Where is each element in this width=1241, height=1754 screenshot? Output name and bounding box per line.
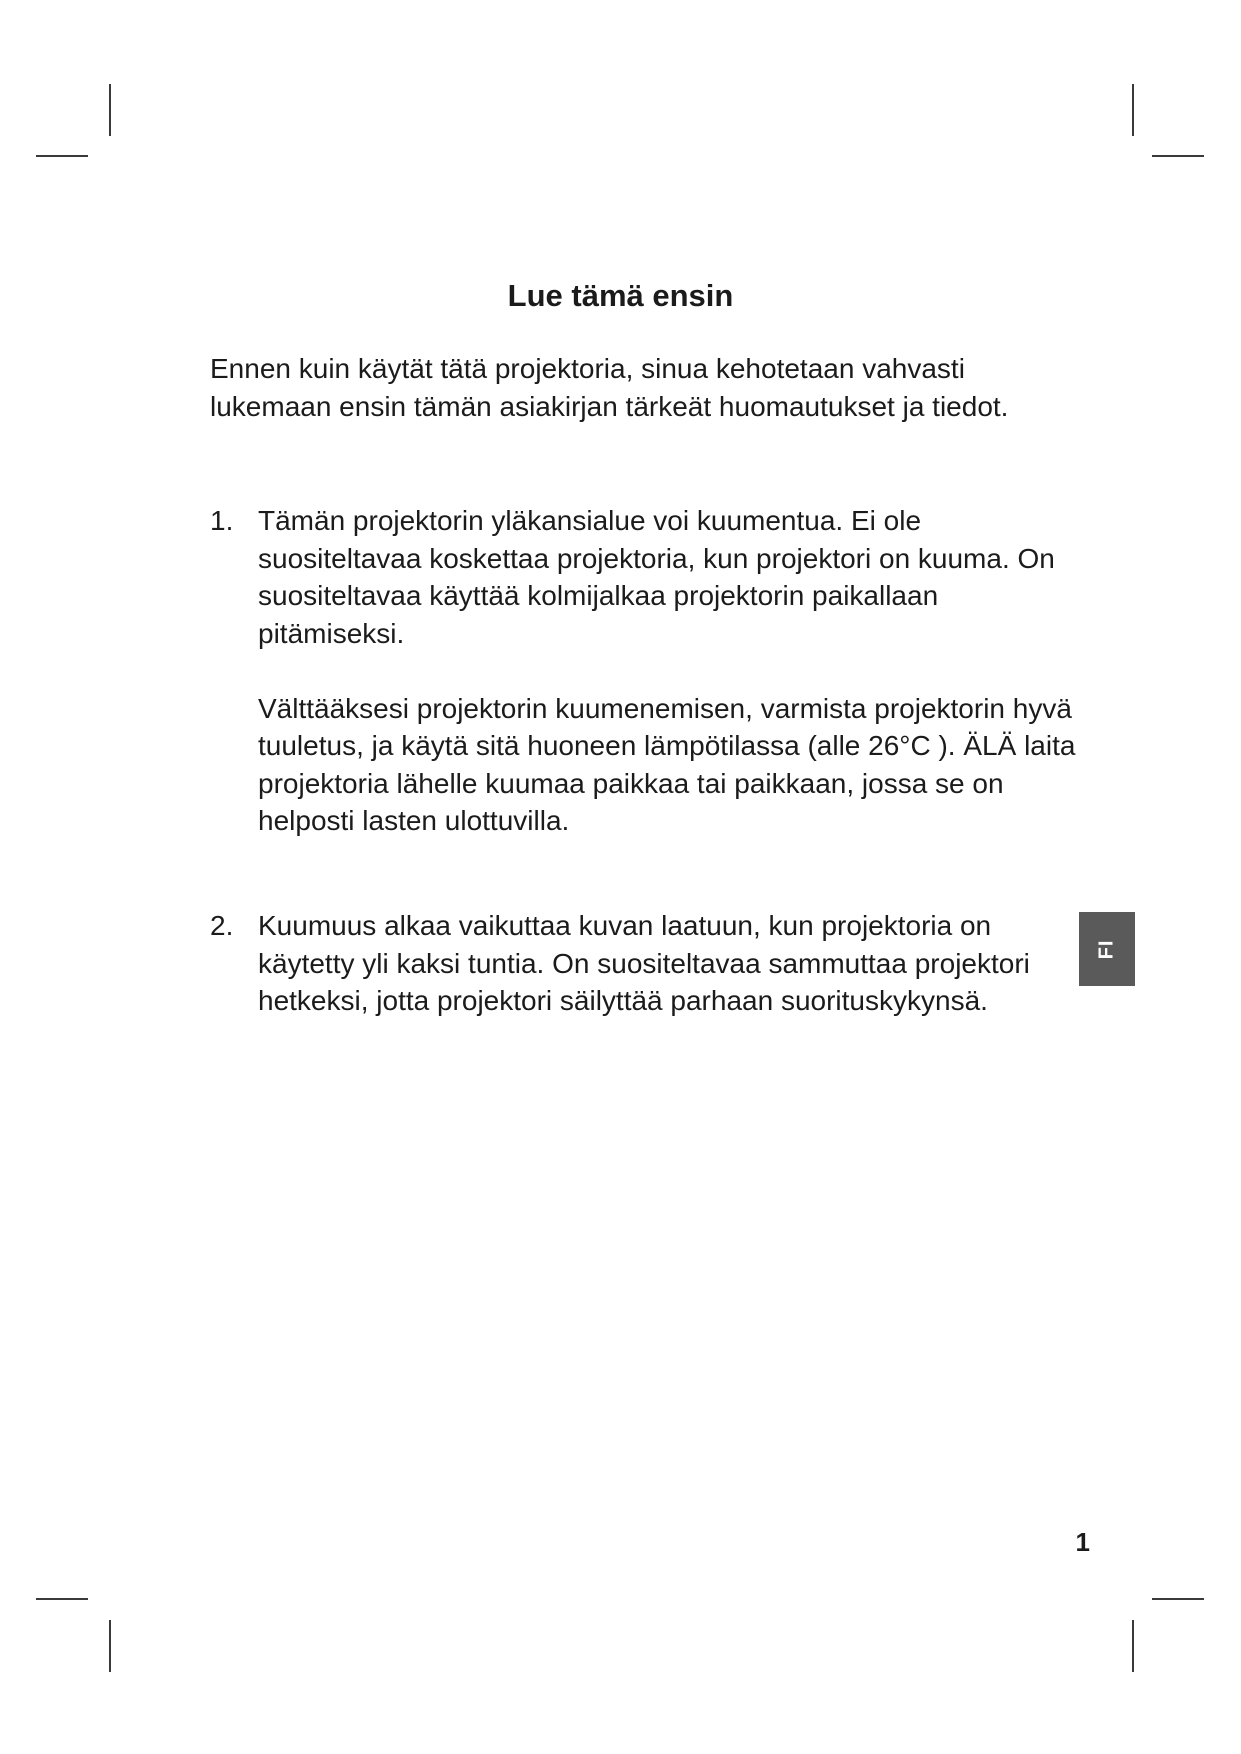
list-item-1-paragraph-1 (210, 502, 1090, 652)
crop-mark-bottom-right-vertical (1132, 1620, 1134, 1672)
list-item-2-paragraph-1 (210, 907, 1090, 1020)
intro-paragraph: Ennen kuin käytät tätä projektoria, sinua kehotetaan vahvasti lukemaan ensin tämän asiakirjan tärkeät huomautukset ja tiedot. (210, 353, 1009, 422)
crop-mark-top-right-vertical (1132, 84, 1134, 136)
crop-mark-top-right-horizontal (1152, 155, 1204, 157)
language-tab-label: FI (1095, 939, 1118, 959)
list-item-1-number: 1. (210, 505, 234, 536)
crop-mark-top-left-horizontal (36, 155, 88, 157)
crop-mark-bottom-left-vertical (109, 1620, 111, 1672)
list-item-1 (210, 502, 1090, 840)
language-tab (1079, 912, 1135, 986)
crop-mark-bottom-right-horizontal (1152, 1598, 1204, 1600)
list-item-2-text: Kuumuus alkaa vaikuttaa kuvan laatuun, kun projektoria on käytetty yli kaksi tuntia. On suositeltavaa sammuttaa projektori hetkeksi, jotta projektori säilyttää parhaan suorituskykynsä. (258, 910, 1030, 1016)
page-number: 1 (1075, 1527, 1090, 1557)
list-item-2 (210, 907, 1090, 1020)
crop-mark-top-left-vertical (109, 84, 111, 136)
list-item-1-text: Tämän projektorin yläkansialue voi kuumentua. Ei ole suositeltavaa koskettaa projektoria, kun projektori on kuuma. On suositeltavaa käyttää kolmijalkaa projektorin paikallaan pitämiseksi. (258, 505, 1055, 649)
page-title: Lue tämä ensin (507, 278, 734, 313)
crop-mark-bottom-left-horizontal (36, 1598, 88, 1600)
list-item-2-number: 2. (210, 910, 234, 941)
list-item-1-paragraph-2: Välttääksesi projektorin kuumenemisen, varmista projektorin hyvä tuuletus, ja käytä sitä huoneen lämpötilassa (alle 26°C ). ÄLÄ laita projektoria lähelle kuumaa paikkaa tai paikkaan, jossa se on helposti lasten ulottuvilla. (258, 692, 1076, 836)
